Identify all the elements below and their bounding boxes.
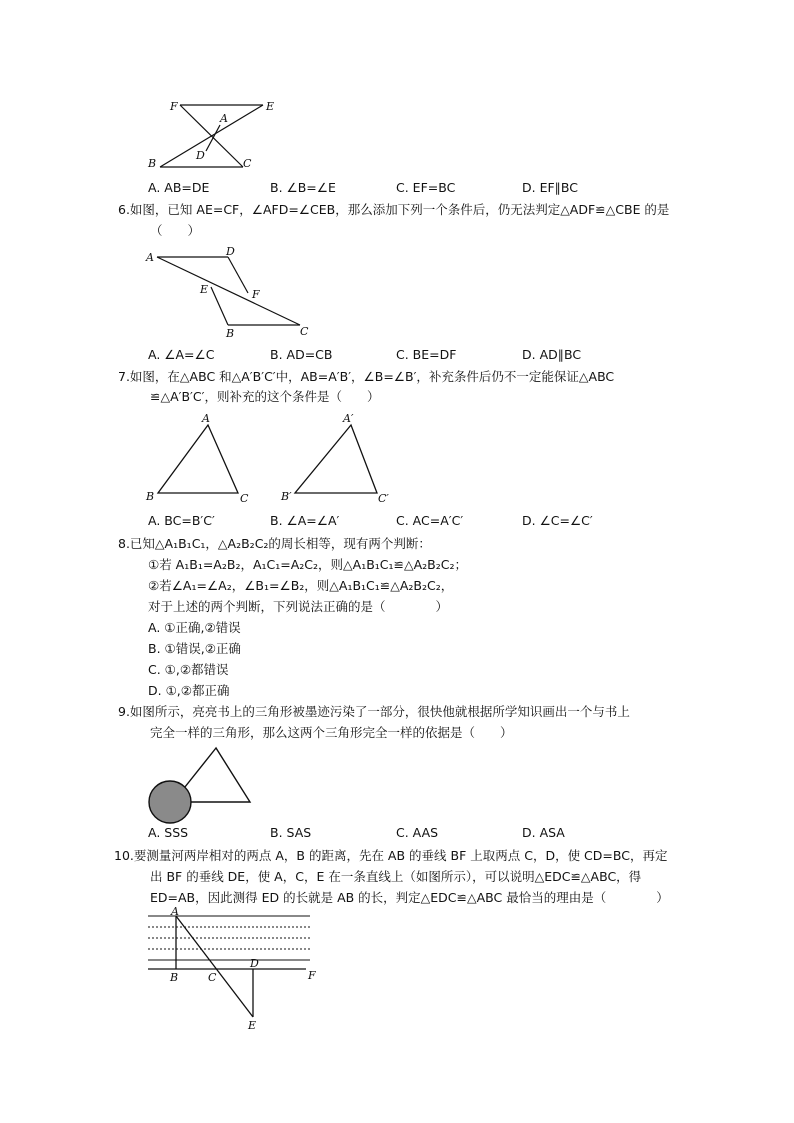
q6-text-line2: （ ） bbox=[150, 223, 201, 238]
q10-label-f: F bbox=[308, 969, 316, 982]
q5-option-d[interactable]: D. EF∥BC bbox=[522, 180, 578, 195]
q7-figure bbox=[140, 410, 400, 510]
q7-text-line1: 7.如图，在△ABC 和△A′B′C′中，AB=A′B′，∠B=∠B′，补充条件后仍不一定能保证△ABC bbox=[118, 369, 615, 384]
q7-label-b-prime: B′ bbox=[281, 490, 292, 503]
q6-line-df bbox=[228, 257, 248, 293]
q8-judge2: ②若∠A₁=∠A₂，∠B₁=∠B₂，则△A₁B₁C₁≌△A₂B₂C₂， bbox=[148, 578, 454, 593]
q7-label-c: C bbox=[240, 492, 249, 505]
q9-ink-blot bbox=[149, 781, 191, 823]
q9-option-c[interactable]: C. AAS bbox=[396, 825, 439, 840]
q6-option-c[interactable]: C. BE=DF bbox=[396, 347, 457, 362]
q10-label-c: C bbox=[208, 971, 217, 984]
q9-figure bbox=[140, 740, 260, 830]
q9-option-a[interactable]: A. SSS bbox=[148, 825, 189, 840]
q7-label-a: A bbox=[202, 412, 210, 425]
q8-option-c[interactable]: C. ①,②都错误 bbox=[148, 662, 229, 677]
q7-triangle-a1b1c1 bbox=[295, 425, 377, 493]
q6-label-c: C bbox=[300, 325, 309, 338]
q7-text-line2: ≌△A′B′C′，则补充的这个条件是（ ） bbox=[150, 389, 380, 404]
q6-figure bbox=[140, 245, 320, 340]
q8-judge1: ①若 A₁B₁=A₂B₂，A₁C₁=A₂C₂，则△A₁B₁C₁≌△A₂B₂C₂； bbox=[148, 557, 468, 572]
q6-label-b: B bbox=[226, 327, 235, 340]
q10-label-d: D bbox=[250, 957, 259, 970]
q6-line-ac bbox=[157, 257, 300, 325]
q5-label-a: A bbox=[220, 112, 228, 125]
q7-option-d[interactable]: D. ∠C=∠C′ bbox=[522, 513, 593, 528]
q10-text-line2: 出 BF 的垂线 DE，使 A，C，E 在一条直线上（如图所示），可以说明△EDC≌△ABC，得 bbox=[150, 869, 642, 884]
q10-line-ae bbox=[176, 916, 253, 1017]
q7-triangle-abc bbox=[158, 425, 238, 493]
q10-text-line3: ED=AB，因此测得 ED 的长就是 AB 的长，判定△EDC≌△ABC 最恰当的理由是（ ） bbox=[150, 890, 669, 905]
q10-label-e: E bbox=[248, 1019, 257, 1032]
q5-label-f: F bbox=[170, 100, 178, 113]
q8-option-b[interactable]: B. ①错误,②正确 bbox=[148, 641, 241, 656]
q5-label-c: C bbox=[243, 157, 252, 170]
q6-line-eb bbox=[211, 287, 228, 325]
q6-option-b[interactable]: B. AD=CB bbox=[270, 347, 333, 362]
q10-label-b: B bbox=[170, 971, 179, 984]
q6-option-d[interactable]: D. AD∥BC bbox=[522, 347, 582, 362]
q7-label-b: B bbox=[146, 490, 155, 503]
q5-label-b: B bbox=[148, 157, 157, 170]
q9-option-d[interactable]: D. ASA bbox=[522, 825, 565, 840]
q7-label-c-prime: C′ bbox=[378, 492, 389, 505]
q8-text-line1: 8.已知△A₁B₁C₁，△A₂B₂C₂的周长相等，现有两个判断： bbox=[118, 536, 431, 551]
q6-label-d: D bbox=[226, 245, 235, 258]
q5-option-c[interactable]: C. EF=BC bbox=[396, 180, 456, 195]
q8-option-a[interactable]: A. ①正确,②错误 bbox=[148, 620, 241, 635]
q5-figure bbox=[140, 95, 275, 175]
q7-label-a-prime: A′ bbox=[343, 412, 354, 425]
q5-option-a[interactable]: A. AB=DE bbox=[148, 180, 210, 195]
q7-option-a[interactable]: A. BC=B′C′ bbox=[148, 513, 215, 528]
q10-label-a: A bbox=[171, 905, 179, 918]
q8-question: 对于上述的两个判断，下列说法正确的是（ ） bbox=[148, 599, 449, 614]
q7-option-c[interactable]: C. AC=A′C′ bbox=[396, 513, 464, 528]
q6-text-line1: 6.如图，已知 AE=CF，∠AFD=∠CEB，那么添加下列一个条件后，仍无法判定△ADF≌△CBE 的是 bbox=[118, 202, 670, 217]
q6-label-a: A bbox=[146, 251, 154, 264]
q5-label-d: D bbox=[196, 149, 205, 162]
q7-option-b[interactable]: B. ∠A=∠A′ bbox=[270, 513, 340, 528]
q10-figure bbox=[140, 905, 330, 1035]
q5-option-b[interactable]: B. ∠B=∠E bbox=[270, 180, 336, 195]
q8-option-d[interactable]: D. ①,②都正确 bbox=[148, 683, 230, 698]
q10-text-line1: 10.要测量河两岸相对的两点 A，B 的距离，先在 AB 的垂线 BF 上取两点 C，D，使 CD=BC，再定 bbox=[114, 848, 668, 863]
q9-option-b[interactable]: B. SAS bbox=[270, 825, 312, 840]
q6-option-a[interactable]: A. ∠A=∠C bbox=[148, 347, 215, 362]
q9-text-line1: 9.如图所示，亮亮书上的三角形被墨迹污染了一部分，很快他就根据所学知识画出一个与书上 bbox=[118, 704, 630, 719]
q6-label-f: F bbox=[252, 288, 260, 301]
q5-label-e: E bbox=[266, 100, 275, 113]
q6-label-e: E bbox=[200, 283, 209, 296]
q9-text-line2: 完全一样的三角形，那么这两个三角形完全一样的依据是（ ） bbox=[150, 725, 513, 740]
